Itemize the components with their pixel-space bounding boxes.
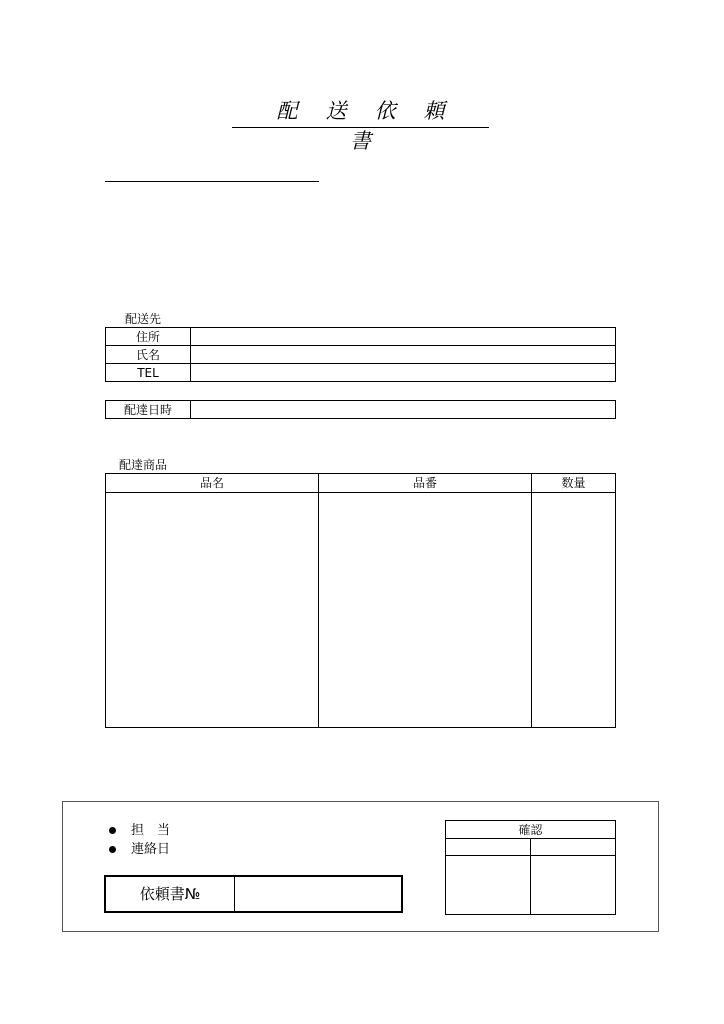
tel-label: TEL bbox=[106, 364, 191, 382]
table-row bbox=[446, 839, 616, 856]
column-header-quantity: 数量 bbox=[532, 474, 616, 493]
destination-table bbox=[105, 327, 616, 382]
table-row bbox=[106, 401, 616, 419]
address-label: 住所 bbox=[106, 328, 191, 346]
recipient-name-line bbox=[105, 181, 319, 182]
delivery-datetime-label: 配達日時 bbox=[106, 401, 191, 419]
footer-bullet-list bbox=[107, 821, 170, 859]
request-number-label: 依頼書№ bbox=[106, 877, 235, 911]
delivery-datetime-table bbox=[105, 400, 616, 419]
address-field[interactable] bbox=[191, 328, 616, 346]
table-row bbox=[106, 328, 616, 346]
table-row bbox=[446, 856, 616, 915]
name-field[interactable] bbox=[191, 346, 616, 364]
confirmation-table bbox=[445, 820, 616, 915]
product-number-cell[interactable] bbox=[319, 493, 532, 728]
products-section-label: 配達商品 bbox=[119, 458, 168, 472]
destination-section-label: 配送先 bbox=[125, 312, 162, 326]
name-label: 氏名 bbox=[106, 346, 191, 364]
stamp-cell[interactable] bbox=[531, 856, 616, 915]
delivery-datetime-field[interactable] bbox=[191, 401, 616, 419]
table-row bbox=[106, 346, 616, 364]
product-name-cell[interactable] bbox=[106, 493, 319, 728]
list-item: 連絡日 bbox=[107, 840, 170, 859]
table-row bbox=[106, 364, 616, 382]
table-row bbox=[106, 493, 616, 728]
request-number-field[interactable] bbox=[235, 877, 401, 911]
confirm-label: 確認 bbox=[446, 821, 616, 839]
quantity-cell[interactable] bbox=[532, 493, 616, 728]
products-table bbox=[105, 473, 616, 728]
table-header-row bbox=[446, 821, 616, 839]
confirm-cell[interactable] bbox=[446, 839, 531, 856]
confirm-cell[interactable] bbox=[531, 839, 616, 856]
column-header-product-name: 品名 bbox=[106, 474, 319, 493]
document-title: 配送依頼書 bbox=[232, 96, 489, 128]
list-item: 担 当 bbox=[107, 821, 170, 840]
tel-field[interactable] bbox=[191, 364, 616, 382]
stamp-cell[interactable] bbox=[446, 856, 531, 915]
column-header-product-number: 品番 bbox=[319, 474, 532, 493]
table-header-row bbox=[106, 474, 616, 493]
request-number-box bbox=[104, 875, 403, 913]
